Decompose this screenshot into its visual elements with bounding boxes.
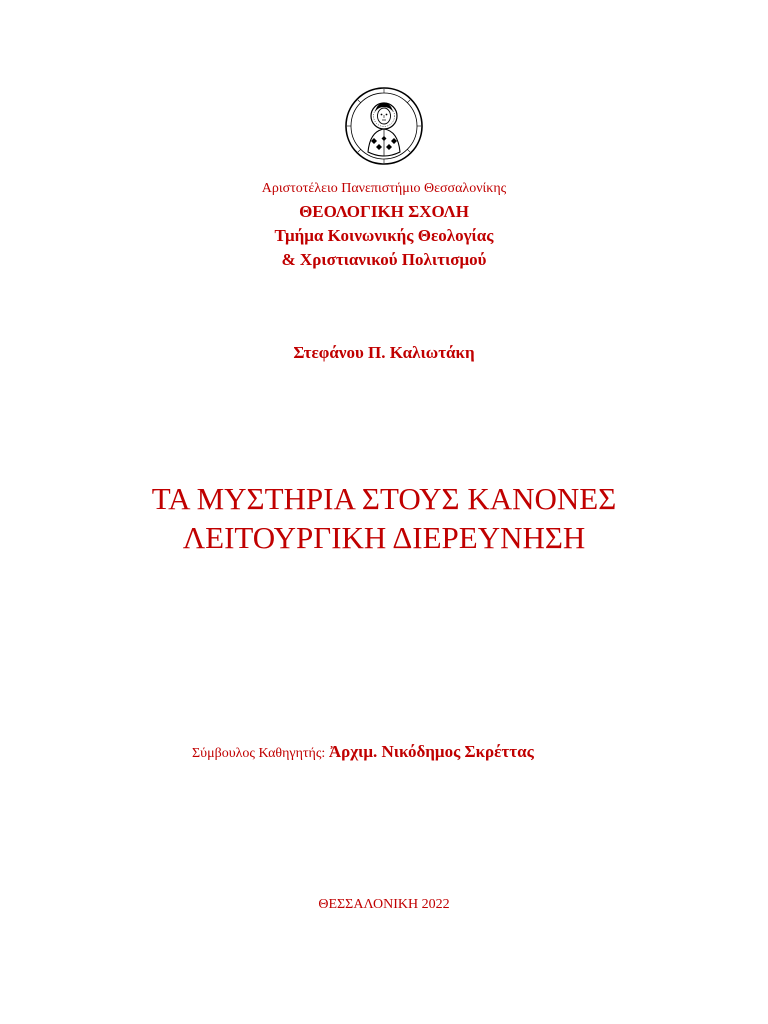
author-name: Στεφάνου Π. Καλιωτάκη: [293, 343, 475, 362]
department-name-line2: & Χριστιανικού Πολιτισμού: [281, 250, 487, 269]
thesis-title-line1: ΤΑ ΜΥΣΤΗΡΙΑ ΣΤΟΥΣ ΚΑΝΟΝΕΣ: [151, 481, 617, 516]
supervisor-line: [192, 742, 534, 762]
thesis-title-line2: ΛΕΙΤΟΥΡΓΙΚΗ ΔΙΕΡΕΥΝΗΣΗ: [182, 520, 586, 555]
university-name: Αριστοτέλειο Πανεπιστήμιο Θεσσαλονίκης: [261, 181, 507, 196]
place-and-year: ΘΕΣΣΑΛΟΝΙΚΗ 2022: [318, 897, 450, 912]
university-seal-icon: [344, 86, 424, 166]
supervisor-label: Σύμβουλος Καθηγητής:: [192, 746, 329, 761]
department-name-line1: Τμήμα Κοινωνικής Θεολογίας: [274, 226, 494, 245]
supervisor-name: Ἀρχιμ. Νικόδημος Σκρέττας: [328, 742, 534, 761]
faculty-name: ΘΕΟΛΟΓΙΚΗ ΣΧΟΛΗ: [299, 202, 469, 221]
